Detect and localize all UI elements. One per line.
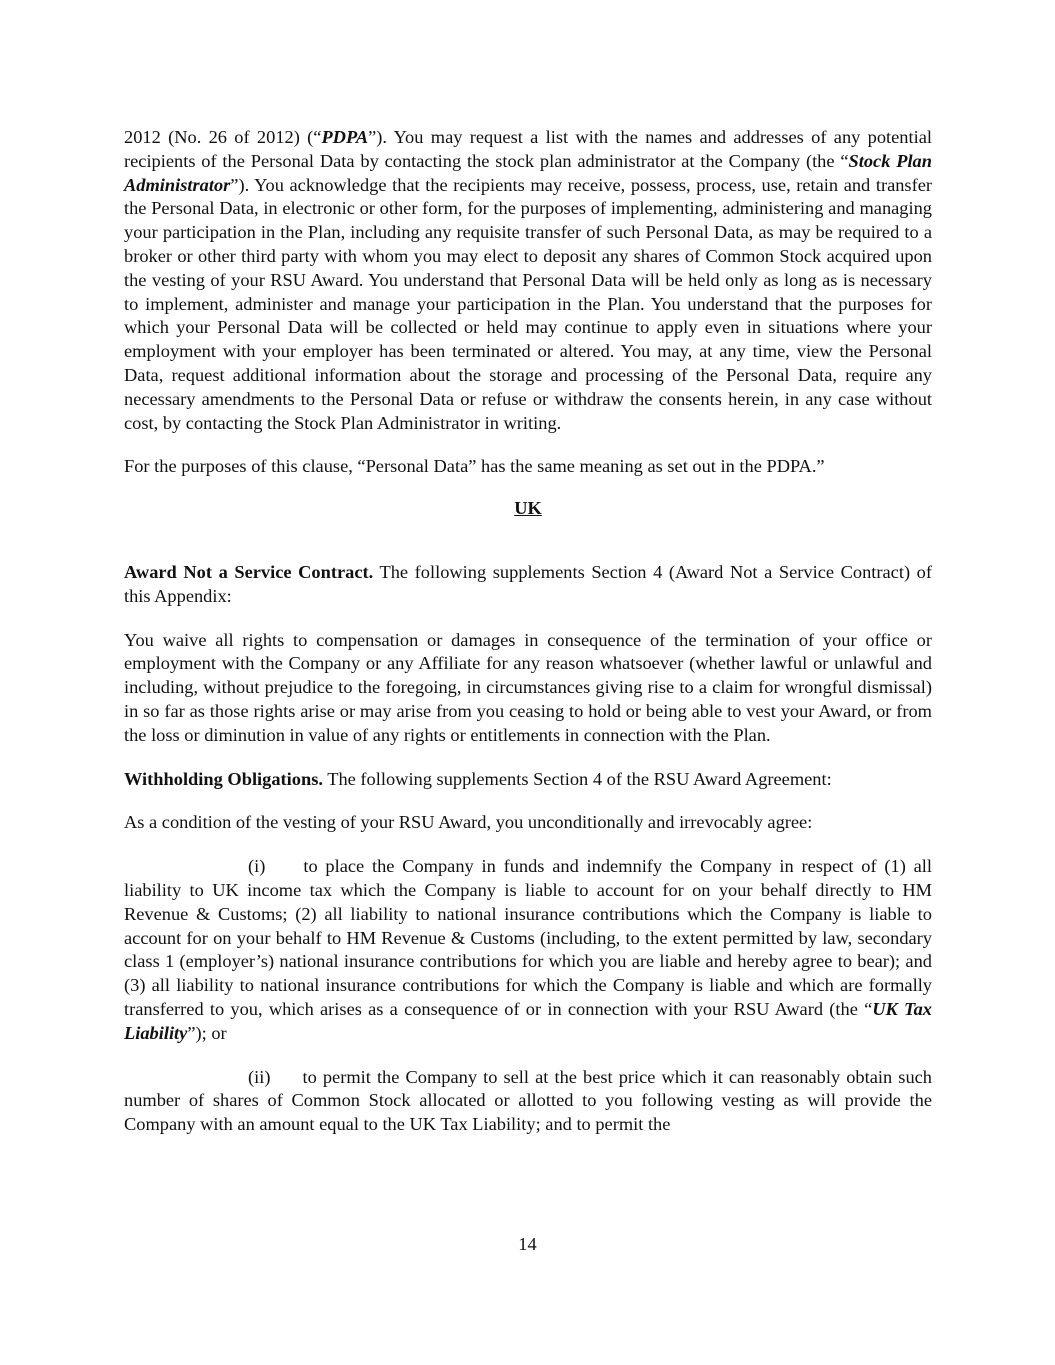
list-item-i: (i) to place the Company in funds and indemnify the Company in respect of (1) all liability to UK income tax which the Company is liable to account for on your behalf directly to HM Revenue & Customs; (2) all liability to national insurance contributions which the Company is liable to account for on your behalf to HM Revenue & Customs (including, to the extent permitted by law, secondary class 1 (employer’s) national insurance contributions for which you are liable and hereby agree to bear); and (3) all liability to national insurance contributions for which the Company is liable and which are formally transferred to you, which arises as a consequence of or in connection with your RSU Award (the “UK Tax Liability”); or <box>124 856 932 1043</box>
personal-data-definition: For the purposes of this clause, “Personal Data” has the same meaning as set out in the PDPA.” <box>124 456 825 477</box>
list-item-ii: (ii) to permit the Company to sell at the best price which it can reasonably obtain such number of shares of Common Stock allocated or allotted to you following vesting as will provide the Company with an amount equal to the UK Tax Liability; and to permit the <box>124 1066 932 1135</box>
waiver-paragraph: You waive all rights to compensation or damages in consequence of the termination of your office or employment with the Company or any Affiliate for any reason whatsoever (whether lawful or unlawful and including, without prejudice to the foregoing, in circumstances giving rise to a claim for wrongful dismissal) in so far as those rights arise or may arise from you ceasing to hold or being able to vest your Award, or from the loss or diminution in value of any rights or entitlements in connection with the Plan. <box>124 629 932 745</box>
defined-term-pdpa: PDPA <box>321 127 369 147</box>
page-number: 14 <box>518 1234 537 1254</box>
withholding-obligations-paragraph: Withholding Obligations. The following supplements Section 4 of the RSU Award Agreement: <box>124 768 832 789</box>
section-heading-uk: UK <box>514 498 542 519</box>
list-marker-ii: (ii) <box>248 1066 271 1087</box>
document-page <box>124 126 932 1137</box>
list-marker-i: (i) <box>248 856 266 877</box>
paragraph-lead-withholding: Withholding Obligations. <box>124 768 323 789</box>
defined-term-uk-tax-liability: UK Tax Liability <box>124 998 932 1043</box>
vesting-condition-paragraph: As a condition of the vesting of your RSU Award, you unconditionally and irrevocably agree: <box>124 812 813 833</box>
award-not-service-contract-paragraph: Award Not a Service Contract. The following supplements Section 4 (Award Not a Service Contract) of this Appendix: <box>124 561 932 606</box>
pdpa-paragraph: 2012 (No. 26 of 2012) (“PDPA”). You may request a list with the names and addresses of any potential recipients of the Personal Data by contacting the stock plan administrator at the Company (the “Stock Plan Administrator”). You acknowledge that the recipients may receive, possess, process, use, retain and transfer the Personal Data, in electronic or other form, for the purposes of implementing, administering and managing your participation in the Plan, including any requisite transfer of such Personal Data, as may be required to a broker or other third party with whom you may elect to deposit any shares of Common Stock acquired upon the vesting of your RSU Award. You understand that Personal Data will be held only as long as is necessary to implement, administer and manage your participation in the Plan. You understand that the purposes for which your Personal Data will be collected or held may continue to apply even in situations where your employment with your employer has been terminated or altered. You may, at any time, view the Personal Data, request additional information about the storage and processing of the Personal Data, require any necessary amendments to the Personal Data or refuse or withdraw the consents herein, in any case without cost, by contacting the Stock Plan Administrator in writing. <box>124 127 932 433</box>
defined-term-stock-plan-administrator: Stock Plan Administrator <box>124 150 932 195</box>
paragraph-lead-award: Award Not a Service Contract. <box>124 561 374 582</box>
